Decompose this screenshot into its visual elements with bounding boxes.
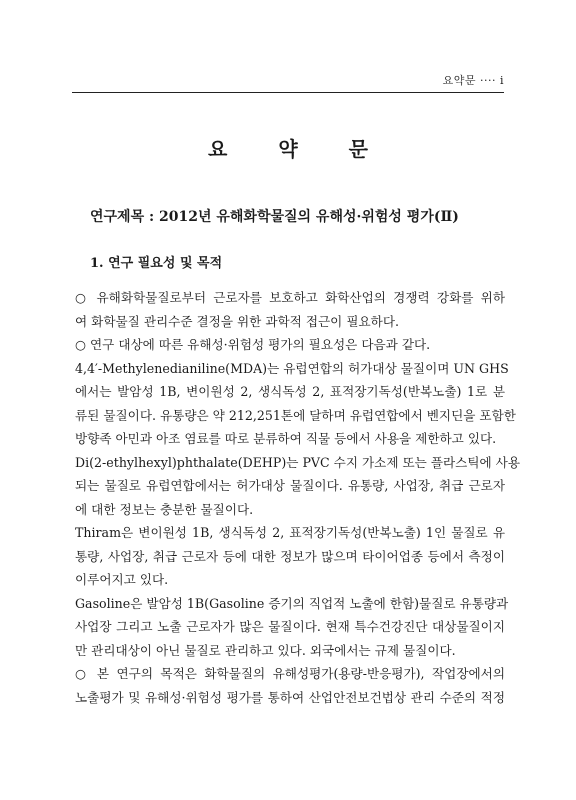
paragraph [75,333,505,357]
text-line: Thiram은 변이원성 1B, 생식독성 2, 표적장기독성(반복노출) 1인 물질로 유 [75,525,505,540]
text-line: ○ 연구 대상에 따른 유해성·위험성 평가의 필요성은 다음과 같다. [75,337,431,352]
text-line: 4,4′-Methylenedianiline(MDA)는 유럽연합의 허가대상 물질이며 UN GHS [75,360,509,376]
paragraph [75,357,516,451]
page-title: 요 약 문 [208,137,390,161]
section-heading: 1. 연구 필요성 및 목적 [90,256,223,271]
text-line: 사업장 그리고 노출 근로자가 많은 물질이다. 현재 특수건강진단 대상물질이지 [75,619,505,634]
text-line: Gasoline은 발암성 1B(Gasoline 증기의 직업적 노출에 한함)물질로 유통량과 [75,595,509,611]
text-line: 되는 물질로 유럽연합에서는 허가대상 물질이다. 유통량, 사업장, 취급 근로자 [75,478,505,493]
text-line: 에 대한 정보는 충분한 물질이다. [75,501,254,517]
text-line: Di(2-ethylhexyl)phthalate(DEHP)는 PVC 수지 가소제 또는 플라스틱에 사용 [75,454,520,470]
research-title: 연구제목 : 2012년 유해화학물질의 유해성·위험성 평가(Ⅱ) [90,209,459,225]
text-line: 노출평가 및 유해성·위험성 평가를 통하여 산업안전보건법상 관리 수준의 적정 [75,689,505,705]
text-line: 류된 물질이다. 유통량은 약 212,251톤에 달하며 유럽연합에서 벤지딘을 포함한 [75,407,516,423]
text-line: ○ 본 연구의 목적은 화학물질의 유해성평가(용량-반응평가), 작업장에서의 [75,666,505,681]
text-line: 만 관리대상이 아닌 물질로 관리하고 있다. 외국에서는 규제 물질이다. [75,642,456,658]
running-header: 요약문 ···· i [72,72,504,93]
body-text [75,286,520,709]
text-line: 통량, 사업장, 취급 근로자 등에 대한 정보가 많으며 타이어업종 등에서 측정이 [75,548,505,564]
text-line: 방향족 아민과 아조 염료를 따로 분류하여 직물 등에서 사용을 제한하고 있다. [75,431,497,446]
paragraph [75,662,505,709]
text-line: ○ 유해화학물질로부터 근로자를 보호하고 화학산업의 경쟁력 강화를 위하 [75,290,505,305]
paragraph [75,592,509,663]
paragraph [75,521,505,592]
paragraph [75,451,520,522]
text-line: 여 화학물질 관리수준 결정을 위한 과학적 접근이 필요하다. [75,313,399,329]
paragraph [75,286,505,333]
text-line: 이루어지고 있다. [75,572,169,587]
text-line: 에서는 발암성 1B, 변이원성 2, 생식독성 2, 표적장기독성(반복노출) 1로 분 [75,384,505,399]
